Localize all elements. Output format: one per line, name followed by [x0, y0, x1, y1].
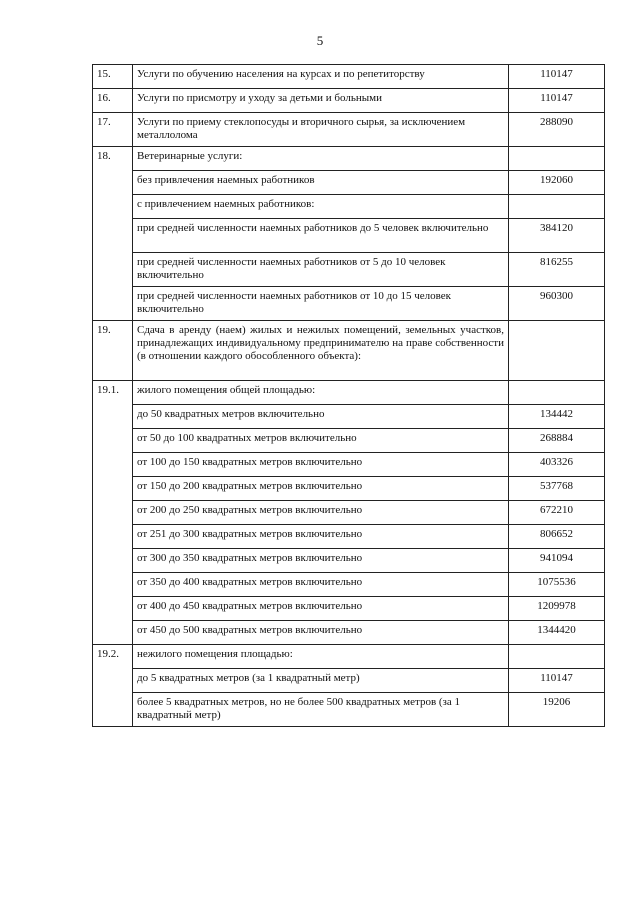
service-description: Услуги по приему стеклопосуды и вторичного сырья, за исключением металлолома [133, 113, 509, 147]
table-row [93, 113, 605, 147]
tariff-value [509, 147, 605, 171]
table-row [93, 549, 605, 573]
tariff-value: 19206 [509, 693, 605, 727]
tariff-value: 537768 [509, 477, 605, 501]
table-row [93, 287, 605, 321]
table-row [93, 429, 605, 453]
table-row [93, 195, 605, 219]
tariff-value: 192060 [509, 171, 605, 195]
tariff-value: 110147 [509, 65, 605, 89]
tariff-value: 816255 [509, 253, 605, 287]
service-description: от 251 до 300 квадратных метров включительно [133, 525, 509, 549]
service-description: до 5 квадратных метров (за 1 квадратный метр) [133, 669, 509, 693]
service-description: от 100 до 150 квадратных метров включительно [133, 453, 509, 477]
table-row [93, 501, 605, 525]
table-row [93, 89, 605, 113]
service-description: до 50 квадратных метров включительно [133, 405, 509, 429]
table-row [93, 525, 605, 549]
table-row [93, 573, 605, 597]
service-description: от 450 до 500 квадратных метров включительно [133, 621, 509, 645]
service-description: от 350 до 400 квадратных метров включительно [133, 573, 509, 597]
tariff-value: 1344420 [509, 621, 605, 645]
tariff-value: 941094 [509, 549, 605, 573]
tariff-value [509, 645, 605, 669]
table-row [93, 381, 605, 405]
service-description: от 300 до 350 квадратных метров включительно [133, 549, 509, 573]
service-description: от 200 до 250 квадратных метров включительно [133, 501, 509, 525]
service-description: при средней численности наемных работников до 5 человек включительно [133, 219, 509, 253]
tariff-value [509, 321, 605, 381]
service-description: нежилого помещения площадью: [133, 645, 509, 669]
table-row [93, 65, 605, 89]
tariff-value: 960300 [509, 287, 605, 321]
table-row [93, 219, 605, 253]
table-row [93, 621, 605, 645]
page-number: 5 [316, 33, 324, 48]
table-row [93, 171, 605, 195]
tariff-value: 268884 [509, 429, 605, 453]
tariff-value: 110147 [509, 89, 605, 113]
tariff-value [509, 195, 605, 219]
tariff-table [92, 64, 605, 727]
tariff-value [509, 381, 605, 405]
table-row [93, 645, 605, 669]
table-row [93, 477, 605, 501]
service-description: жилого помещения общей площадью: [133, 381, 509, 405]
row-number: 18. [93, 147, 133, 321]
service-description: Услуги по присмотру и уходу за детьми и больными [133, 89, 509, 113]
tariff-value: 134442 [509, 405, 605, 429]
tariff-table-body [93, 65, 605, 727]
service-description: Ветеринарные услуги: [133, 147, 509, 171]
service-description: при средней численности наемных работников от 5 до 10 человек включительно [133, 253, 509, 287]
row-number: 19.2. [93, 645, 133, 727]
service-description: от 150 до 200 квадратных метров включительно [133, 477, 509, 501]
row-number: 15. [93, 65, 133, 89]
tariff-value: 288090 [509, 113, 605, 147]
service-description: с привлечением наемных работников: [133, 195, 509, 219]
tariff-value: 1075536 [509, 573, 605, 597]
service-description: без привлечения наемных работников [133, 171, 509, 195]
table-row [93, 405, 605, 429]
tariff-value: 806652 [509, 525, 605, 549]
service-description: от 400 до 450 квадратных метров включительно [133, 597, 509, 621]
table-row [93, 253, 605, 287]
service-description: Сдача в аренду (наем) жилых и нежилых помещений, земельных участков, принадлежащих индивидуальному предпринимателю на праве собственности (в отношении каждого обособленного объекта): [133, 321, 509, 381]
tariff-value: 403326 [509, 453, 605, 477]
table-row [93, 147, 605, 171]
table-row [93, 693, 605, 727]
row-number: 19. [93, 321, 133, 381]
tariff-value: 1209978 [509, 597, 605, 621]
tariff-value: 672210 [509, 501, 605, 525]
table-row [93, 597, 605, 621]
row-number: 16. [93, 89, 133, 113]
tariff-value: 384120 [509, 219, 605, 253]
row-number: 17. [93, 113, 133, 147]
service-description: Услуги по обучению населения на курсах и по репетиторству [133, 65, 509, 89]
table-row [93, 453, 605, 477]
row-number: 19.1. [93, 381, 133, 645]
service-description: более 5 квадратных метров, но не более 500 квадратных метров (за 1 квадратный метр) [133, 693, 509, 727]
table-row [93, 669, 605, 693]
tariff-value: 110147 [509, 669, 605, 693]
table-row [93, 321, 605, 381]
service-description: при средней численности наемных работников от 10 до 15 человек включительно [133, 287, 509, 321]
service-description: от 50 до 100 квадратных метров включительно [133, 429, 509, 453]
